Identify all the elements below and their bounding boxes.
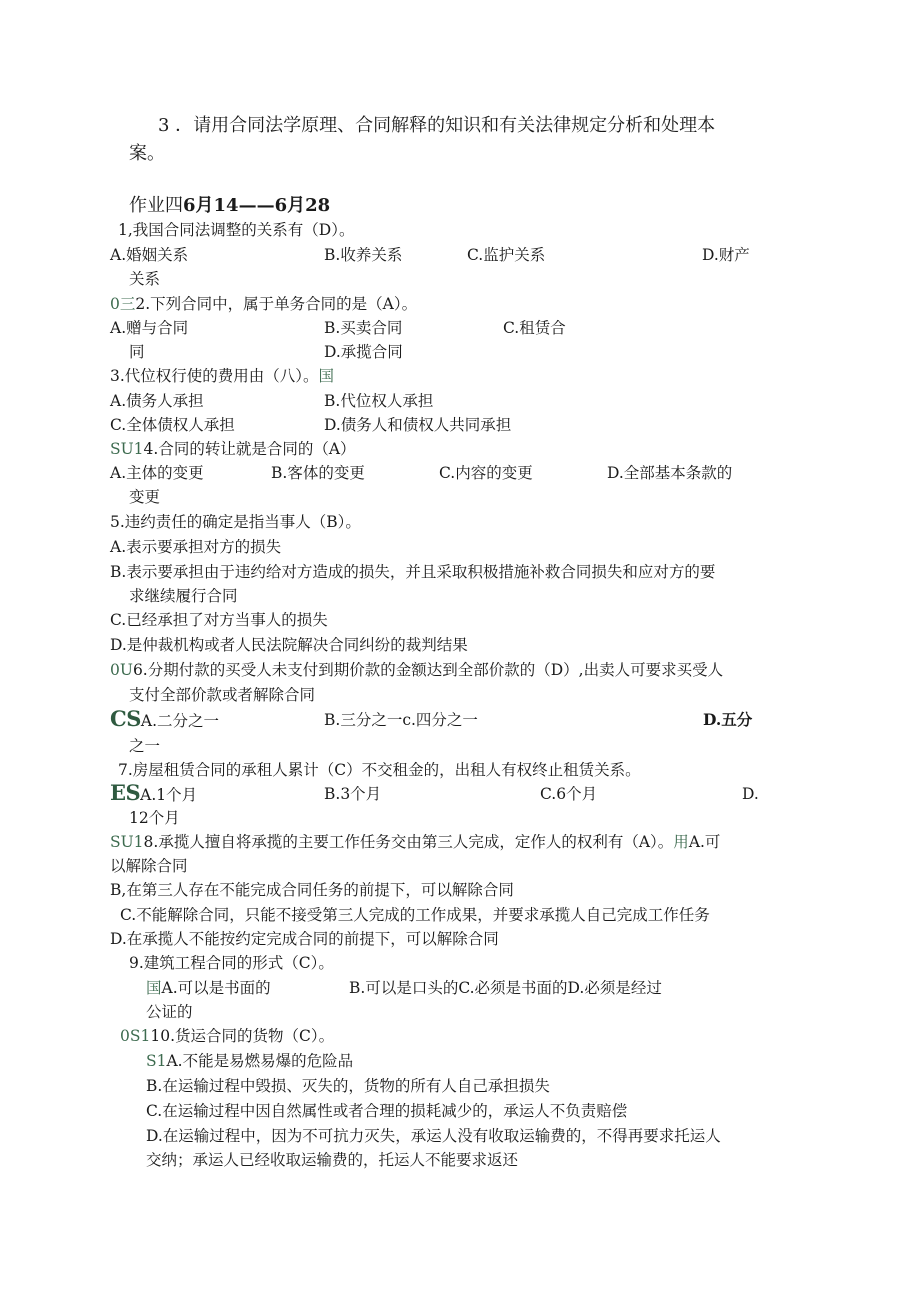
q4-text: 4.合同的转让就是合同的（A） [143, 440, 356, 458]
q6-option-bc: B.三分之一c.四分之一 [324, 711, 478, 729]
q4-option-d: D.全部基本条款的 [607, 464, 733, 482]
q4-mark: SU1 [110, 440, 144, 458]
q8-option-c: C.不能解除合同，只能不接受第三人完成的工作成果，并要求承揽人自己完成工作任务 [120, 906, 710, 924]
q10-option-a-text: A.不能是易燃易爆的危险品 [166, 1052, 354, 1070]
q6-option-a-text: A.二分之一 [140, 712, 220, 730]
q3-line1 [158, 114, 715, 138]
q9-option-bcd: B.可以是口头的C.必须是书面的D.必须是经过 [349, 979, 662, 997]
q4-option-b: B.客体的变更 [271, 464, 365, 482]
q10-mark: 0S1 [120, 1027, 151, 1045]
q3b-text: 3.代位权行使的费用由（八）。 [110, 367, 319, 385]
q3b-option-a: A.债务人承担 [110, 392, 204, 410]
q2-mark: 0三 [110, 295, 136, 313]
q6-option-mark: CS [110, 706, 141, 731]
q10-option-a [146, 1051, 353, 1071]
q5-option-b: B.表示要承担由于违约给对方造成的损失，并且采取积极措施补救合同损失和应对方的要 [110, 563, 716, 581]
q6-text: 6.分期付款的买受人未支付到期价款的金额达到全部价款的（D）,出卖人可要求买受人 [132, 661, 724, 679]
q7-option-a [110, 780, 198, 805]
q1-option-d-cont: 关系 [129, 270, 161, 288]
q2-option-c-cont: 同 [129, 343, 145, 361]
q8-option-b: B,在第三人存在不能完成合同任务的前提下，可以解除合同 [110, 881, 514, 899]
q1-option-c: C.监护关系 [467, 246, 546, 264]
q3b-mark: 国 [318, 367, 335, 385]
q7-option-d-cont: 12个月 [129, 809, 180, 827]
q1-stem: 1,我国合同法调整的关系有（D）。 [118, 221, 355, 239]
q8-text: 8.承揽人擅自将承揽的主要工作任务交由第三人完成，定作人的权利有（A）。 [143, 833, 674, 851]
q5-option-b-cont: 求继续履行合同 [129, 587, 238, 605]
q9-option-a-text: A.可以是书面的 [161, 979, 271, 997]
q3-text: 请用合同法学原理、合同解释的知识和有关法律规定分析和处理本 [193, 115, 716, 136]
q2-option-c: C.租赁合 [503, 319, 566, 337]
q5-option-d: D.是仲裁机构或者人民法院解决合同纠纷的裁判结果 [110, 636, 468, 654]
q1-option-b: B.收养关系 [324, 246, 403, 264]
q10-option-b: B.在运输过程中毁损、灭失的，货物的所有人自己承担损失 [146, 1077, 550, 1095]
q2-option-d: D.承揽合同 [324, 343, 403, 361]
q6-stem-cont: 支付全部价款或者解除合同 [129, 686, 316, 704]
q5-stem: 5.违约责任的确定是指当事人（B）。 [110, 513, 361, 531]
q1-option-a: A.婚姻关系 [110, 246, 189, 264]
homework-prefix: 作业四 [129, 195, 183, 216]
q3-prefix: 3 ． [158, 115, 194, 136]
q3b-option-d: D.债务人和债权人共同承担 [324, 416, 512, 434]
q6-option-d: D.五分 [703, 710, 753, 729]
q5-option-a: A.表示要承担对方的损失 [110, 538, 282, 556]
q2-stem [110, 294, 417, 314]
q7-stem: 7.房屋租赁合同的承租人累计（C）不交租金的，出租人有权终止租赁关系。 [118, 761, 641, 779]
q8-stem [110, 832, 720, 852]
q3b-option-b: B.代位权人承担 [324, 392, 434, 410]
q8-option-a-cont: 以解除合同 [110, 857, 188, 875]
q10-stem [120, 1026, 334, 1046]
q10-option-d-cont: 交纳；承运人已经收取运输费的，托运人不能要求返还 [146, 1151, 519, 1169]
q10-text: 10.货运合同的货物（C）。 [150, 1027, 335, 1045]
q7-option-d: D. [742, 785, 759, 803]
q7-option-c: C.6个月 [540, 785, 598, 803]
q6-option-d-cont: 之一 [129, 737, 161, 755]
q6-option-a [110, 706, 220, 731]
q2-option-a: A.赠与合同 [110, 319, 189, 337]
q3b-stem [110, 366, 334, 386]
homework-title [129, 194, 330, 218]
q10-option-mark: S1 [146, 1052, 167, 1070]
q4-stem [110, 439, 356, 459]
q2-option-b: B.买卖合同 [324, 319, 403, 337]
q8-mark: SU1 [110, 833, 144, 851]
q6-mark: 0U [110, 661, 133, 679]
q9-stem: 9.建筑工程合同的形式（C）。 [129, 954, 334, 972]
q5-option-c: C.已经承担了对方当事人的损失 [110, 611, 328, 629]
q3-line2: 案。 [129, 143, 165, 164]
q10-option-d: D.在运输过程中，因为不可抗力灭失，承运人没有收取运输费的，不得再要求托运人 [146, 1127, 721, 1145]
homework-date-range: 6月14——6月28 [183, 195, 331, 216]
q8-option-d: D.在承揽人不能按约定完成合同的前提下，可以解除合同 [110, 930, 499, 948]
q1-option-d: D.财产 [702, 246, 750, 264]
q10-option-c: C.在运输过程中因自然属性或者合理的损耗减少的，承运人不负责赔偿 [146, 1102, 628, 1120]
q7-option-a-text: A.1个月 [140, 786, 198, 804]
q9-mark: 国 [146, 979, 162, 997]
q8-mark2: 用 [673, 833, 689, 851]
q2-text: 2.下列合同中，属于单务合同的是（A）。 [135, 295, 418, 313]
q9-option-a [146, 978, 271, 998]
q7-option-mark: ES [110, 780, 141, 805]
q4-option-c: C.内容的变更 [439, 464, 533, 482]
q4-option-a: A.主体的变更 [110, 464, 204, 482]
q7-option-b: B.3个月 [324, 785, 382, 803]
q9-option-d-cont: 公证的 [146, 1003, 193, 1021]
q4-option-d-cont: 变更 [129, 488, 161, 506]
q6-stem [110, 660, 723, 680]
q3b-option-c: C.全体债权人承担 [110, 416, 235, 434]
q8-option-a: A.可 [688, 833, 721, 851]
